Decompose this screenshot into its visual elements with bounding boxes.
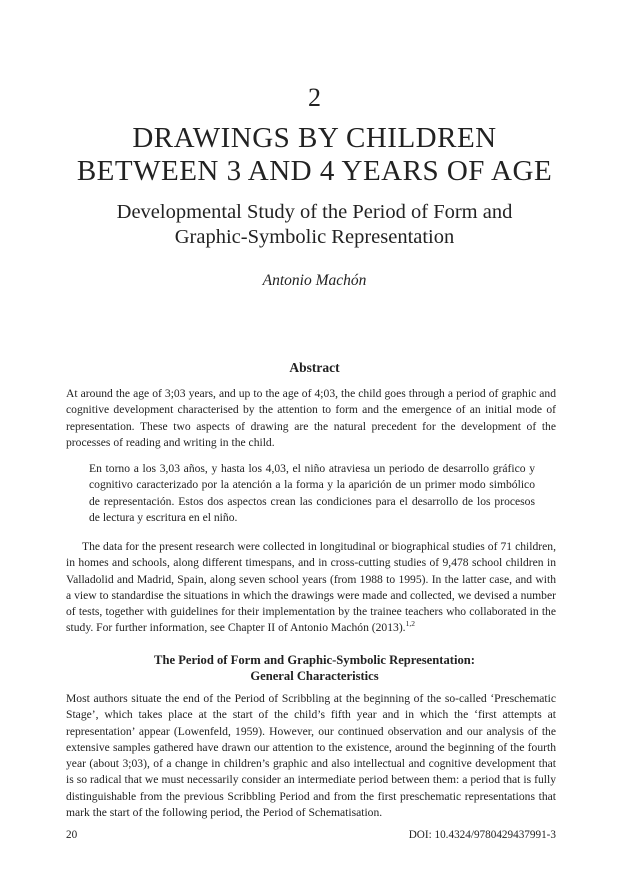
chapter-title-line-2: BETWEEN 3 AND 4 YEARS OF AGE: [76, 155, 553, 187]
section-paragraph: Most authors situate the end of the Period of Scribbling at the beginning of the so-called ‘Preschematic Stage’, which takes place at the start of the child’s fifth year and in which the ‘first attempts at representation’ appear (Lowenfeld, 1959). However, our continued observation and our analysis of the extensive samples gathered have drawn our attention to the existence, around the beginning of the fourth year (about 3;03), of a change in children’s graphic and also intellectual and cognitive development that is so radical that we must necessarily consider an intermediate period between them: a period that is fully distinguishable from the previous Scribbling Period and from the first preschematic representations that mark the start of the following period, the Period of Schematisation.: [66, 692, 556, 820]
chapter-subtitle-line-2: Graphic-Symbolic Representation: [174, 226, 455, 248]
section-heading: [0, 652, 629, 684]
chapter-title-line-1: DRAWINGS BY CHILDREN: [132, 122, 497, 154]
section-heading-line-2: General Characteristics: [250, 669, 379, 683]
doi-link[interactable]: DOI: 10.4324/9780429437991-3: [408, 829, 556, 841]
page-number: 20: [66, 829, 78, 841]
abstract-spanish: En torno a los 3,03 años, y hasta los 4,03, el niño atraviesa un periodo de desarrollo gráfico y cognitivo caracterizado por la atención a la forma y la aparición de un primer modo simbólico de representación. Estos dos aspectos crean las condiciones para el desarrollo de los procesos de lectura y escritura en el niño.: [89, 462, 535, 524]
abstract-heading: Abstract: [289, 360, 340, 375]
chapter-subtitle-line-1: Developmental Study of the Period of Form and: [116, 201, 513, 223]
footnote-reference: 1,2: [405, 619, 415, 629]
chapter-number: 2: [308, 83, 321, 112]
author-name: Antonio Machón: [262, 272, 367, 289]
section-heading-line-1: The Period of Form and Graphic-Symbolic Representation:: [154, 653, 475, 667]
data-paragraph: [66, 539, 556, 637]
data-paragraph-text: The data for the present research were collected in longitudinal or biographical studies of 71 children, in homes and schools, along different timespans, and in cross-cutting studies of 9,478 school children in Valladolid and Madrid, Spain, along seven school years (from 1988 to 1995). In the latter case, and with a view to standardise the situations in which the drawings were made and collected, we devised a number of tests, together with guidelines for their implementation by the trainee teachers who collaborated in the study. For further information, see Chapter II of Antonio Machón (2013).: [66, 540, 556, 635]
abstract-english: At around the age of 3;03 years, and up to the age of 4;03, the child goes through a period of graphic and cognitive development characterised by the attention to form and the emergence of an initial mode of representation. These two aspects of drawing are the natural precedent for the development of the processes of reading and writing in the child.: [66, 387, 556, 449]
chapter-title: [0, 122, 629, 188]
chapter-subtitle: [0, 200, 629, 250]
